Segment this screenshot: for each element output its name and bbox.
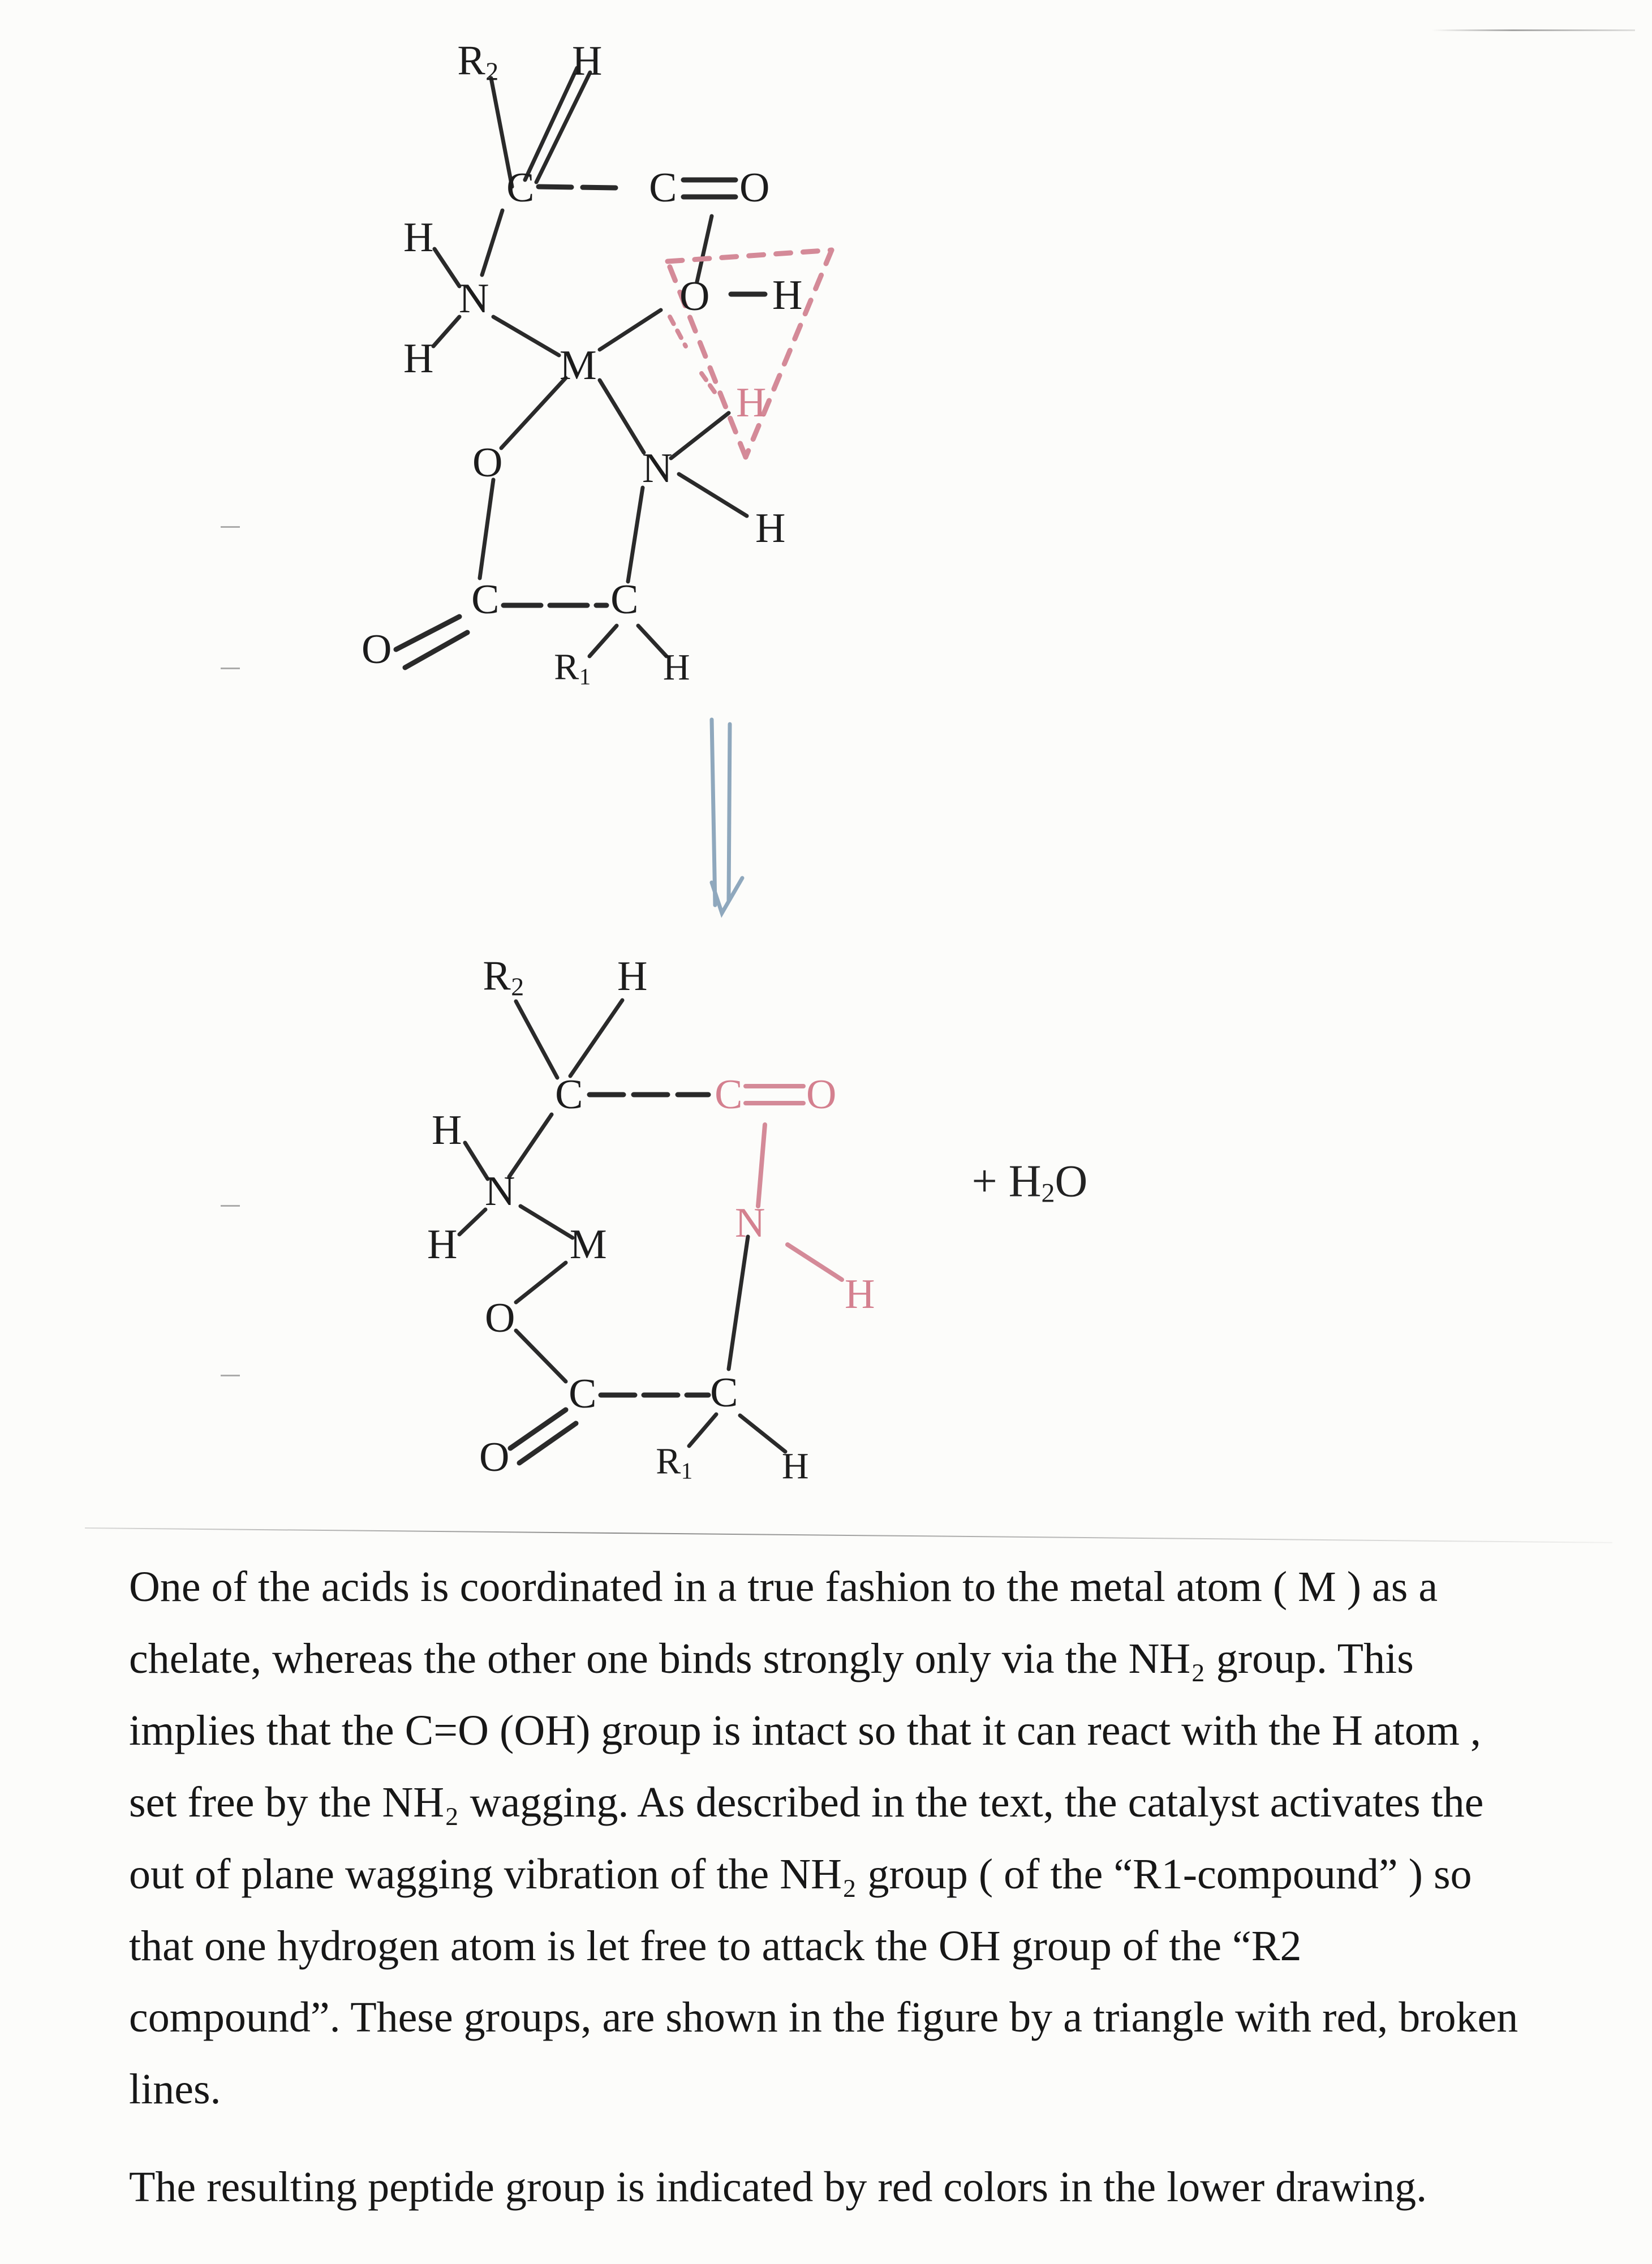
text-line: that one hydrogen atom is let free to attack the OH group of the “R2: [129, 1922, 1302, 1970]
atom-label-o-ring-lower: O: [485, 1295, 515, 1341]
atom-label-r2-lower: $R_2$: [483, 953, 524, 1001]
atom-label-o-double-lower: O: [479, 1434, 510, 1480]
atom-label-h-ring-upper: H: [662, 647, 691, 688]
atom-label-r2-upper: $R_2$: [457, 37, 499, 86]
atom-label-r1-upper: $R_1$: [554, 646, 591, 690]
byproduct-water-label: + $H_2O$: [971, 1156, 1088, 1208]
atom-label-c-carbonyl-upper: C: [649, 165, 677, 211]
atom-label-m-metal-lower: M: [569, 1221, 608, 1268]
atom-label-n-peptide-lower: N: [735, 1200, 765, 1246]
text-line: lines.: [129, 2065, 221, 2114]
body-text-block: [129, 1551, 1600, 2223]
atom-label-o-hydroxyl-upper: O: [679, 273, 710, 320]
atom-label-h-ring-lower: H: [781, 1445, 810, 1487]
atom-label-n-left-lower: N: [485, 1168, 515, 1215]
atom-label-c-ring-right-lower: C: [710, 1370, 738, 1416]
atom-label-c-center-upper: C: [506, 165, 535, 211]
atom-label-n-ring-upper: N: [642, 445, 673, 492]
atom-label-c-ring-left-upper: C: [471, 576, 500, 623]
text-line: out of plane wagging vibration of the NH₂ group ( of the “R1-compound” ) so: [129, 1850, 1472, 1898]
atom-label-h-left-upper-lower: H: [432, 1107, 462, 1153]
atom-label-h-left-lower-upper: H: [403, 335, 434, 382]
atom-label-o-peptide-lower: O: [806, 1071, 837, 1118]
atom-label-h-peptide-lower: H: [845, 1271, 875, 1318]
atom-label-o-ring-upper: O: [472, 440, 503, 486]
atom-label-h-left-lower-lower: H: [427, 1221, 458, 1268]
atom-label-h-left-upper: H: [403, 214, 434, 261]
atom-label-h-triangle-upper: H: [736, 380, 767, 426]
atom-label-h-hydroxyl-upper: H: [772, 272, 803, 318]
atom-label-c-ring-left-lower: C: [569, 1371, 597, 1417]
paragraph-1: [129, 1551, 1600, 2125]
atom-label-o-double-upper: O: [362, 626, 392, 673]
atom-label-h-top-lower: H: [617, 953, 648, 1000]
text-line: One of the acids is coordinated in a true fashion to the metal atom ( M ) as a: [129, 1563, 1438, 1611]
atom-label-c-peptide-lower: C: [715, 1071, 743, 1118]
atom-label-o-carbonyl-upper: O: [739, 165, 770, 211]
scan-artifact-line-middle: [85, 1527, 1612, 1543]
text-line: The resulting peptide group is indicated by red colors in the lower drawing.: [129, 2163, 1427, 2211]
atom-label-c-center-lower: C: [555, 1071, 583, 1118]
text-line: chelate, whereas the other one binds strongly only via the NH₂ group. This: [129, 1634, 1414, 1682]
text-line: implies that the C=O (OH) group is intact so that it can react with the H atom ,: [129, 1706, 1481, 1754]
atom-label-c-ring-right-upper: C: [610, 576, 639, 623]
text-line: set free by the NH₂ wagging. As described in the text, the catalyst activates the: [129, 1778, 1484, 1826]
atom-label-m-metal-upper: M: [559, 342, 597, 389]
atom-label-r1-lower: $R_1$: [656, 1440, 693, 1484]
atom-label-n-left-upper: N: [459, 276, 489, 322]
atom-label-h-right-lower-upper: H: [755, 505, 786, 552]
text-line: compound”. These groups, are shown in the figure by a triangle with red, broken: [129, 1994, 1518, 2042]
atom-label-h-top-upper: H: [572, 38, 603, 84]
paragraph-2: [129, 2151, 1600, 2223]
